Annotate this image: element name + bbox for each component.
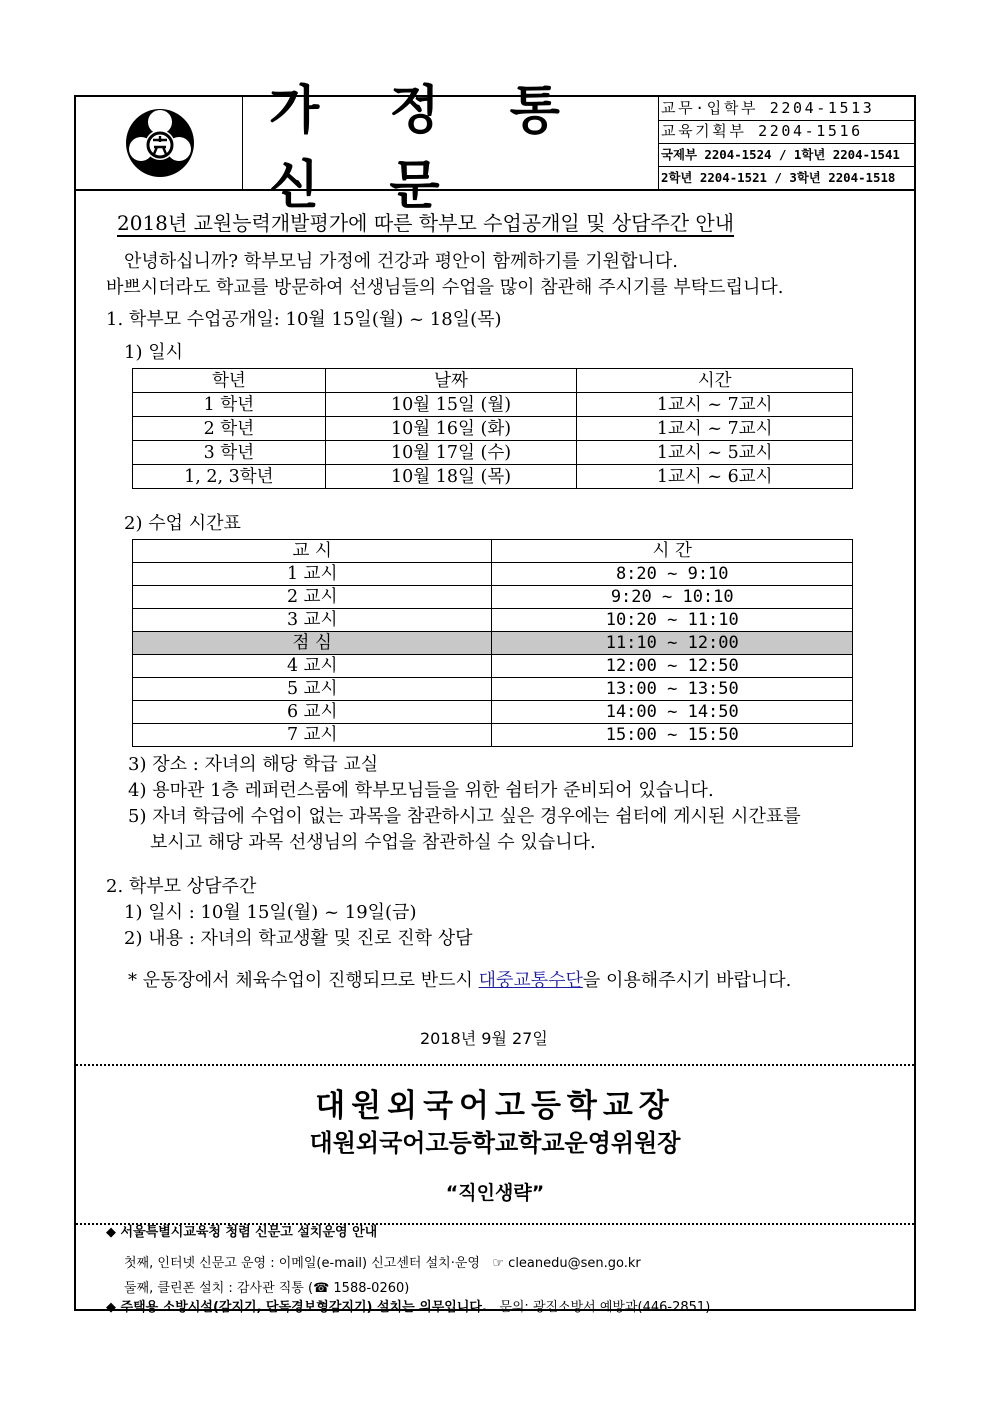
section-1-item-3: 3) 장소 : 자녀의 해당 학급 교실: [128, 754, 379, 775]
timetable-cell: 14:00 ~ 14:50: [492, 701, 853, 724]
schedule-header-grade: 학년: [133, 369, 326, 393]
table-row: [133, 465, 853, 489]
footer-notice-2: ◆ 주택용 소방시설(감지기, 단독경보형감지기) 설치는 의무입니다. 문의: 광진소방서 예방과(446-2851): [106, 1300, 711, 1315]
timetable-cell: 5 교시: [133, 678, 492, 701]
divider-dotted: [76, 1064, 914, 1066]
document-frame: [74, 81, 916, 1315]
footer-line-2: 둘째, 클린폰 설치 : 감사관 직통 (☎ 1588-0260): [124, 1281, 410, 1296]
table-row: [133, 609, 853, 632]
document-title: 가 정 통 신 문: [269, 81, 586, 216]
footer-line-1-text: 첫째, 인터넷 신문고 운영 : 이메일(e-mail) 신고센터 설치·운영: [124, 1256, 480, 1271]
timetable-cell: 15:00 ~ 15:50: [492, 724, 853, 747]
timetable: [132, 539, 853, 747]
notice-heading: 2018년 교원능력개발평가에 따른 학부모 수업공개일 및 상담주간 안내: [117, 211, 735, 235]
table-row: [133, 417, 853, 441]
section-2-item-2: 2) 내용 : 자녀의 학교생활 및 진로 진학 상담: [124, 928, 473, 949]
section-1-sub-1: 1) 일시: [124, 342, 183, 363]
schedule-cell: 2 학년: [133, 417, 326, 441]
section-1-item-4: 4) 용마관 1층 레퍼런스룸에 학부모님들을 위한 쉼터가 준비되어 있습니다.: [128, 780, 714, 801]
timetable-cell: 8:20 ~ 9:10: [492, 563, 853, 586]
timetable-cell: 4 교시: [133, 655, 492, 678]
schedule-cell: 10월 15일 (월): [325, 393, 577, 417]
transport-note-before: * 운동장에서 체육수업이 진행되므로 반드시: [128, 970, 479, 991]
timetable-cell: 6 교시: [133, 701, 492, 724]
footer-line-1: [124, 1252, 641, 1271]
title-cell: [243, 81, 659, 216]
principal-name: 대원외국어고등학교장: [315, 1088, 675, 1124]
transport-note-after: 을 이용해주시기 바랍니다.: [582, 970, 792, 991]
contact-line-4: 2학년 2204-1521 / 3학년 2204-1518: [661, 170, 896, 185]
schedule-header-date: 날짜: [325, 369, 577, 393]
table-row: [133, 724, 853, 747]
section-1-sub-2: 2) 수업 시간표: [124, 513, 241, 534]
section-1-item-5b: 보시고 해당 과목 선생님의 수업을 참관하실 수 있습니다.: [150, 832, 596, 853]
timetable-cell: 9:20 ~ 10:10: [492, 586, 853, 609]
school-logo-cell: [76, 97, 243, 189]
schedule-cell: 10월 18일 (목): [325, 465, 577, 489]
schedule-cell: 1교시 ~ 5교시: [577, 441, 853, 465]
schedule-cell: 1 학년: [133, 393, 326, 417]
issue-date: 2018년 9월 27일: [420, 1029, 548, 1048]
seal-omitted: “직인생략”: [445, 1182, 545, 1204]
schedule-cell: 10월 17일 (수): [325, 441, 577, 465]
footer-email: ☞ cleanedu@sen.go.kr: [492, 1256, 641, 1271]
timetable-cell: 점 심: [133, 632, 492, 655]
schedule-cell: 1, 2, 3학년: [133, 465, 326, 489]
schedule-cell: 1교시 ~ 6교시: [577, 465, 853, 489]
schedule-cell: 1교시 ~ 7교시: [577, 417, 853, 441]
table-row: [133, 701, 853, 724]
timetable-cell: 12:00 ~ 12:50: [492, 655, 853, 678]
fire-station-contact: 문의: 광진소방서 예방과(446-2851): [499, 1300, 711, 1315]
schedule-cell: 10월 16일 (화): [325, 417, 577, 441]
schedule-header-time: 시간: [577, 369, 853, 393]
greeting-line-1: 안녕하십니까? 학부모님 가정에 건강과 평안이 함께하기를 기원합니다.: [124, 251, 678, 272]
timetable-header-row: [133, 540, 853, 563]
table-row: [133, 586, 853, 609]
public-transport-link[interactable]: 대중교통수단: [478, 970, 583, 991]
timetable-cell: 3 교시: [133, 609, 492, 632]
committee-name: 대원외국어고등학교학교운영위원장: [309, 1129, 681, 1157]
section-1-title: 1. 학부모 수업공개일: 10월 15일(월) ~ 18일(목): [106, 309, 502, 330]
transport-note: [128, 966, 791, 992]
schedule-table: [132, 368, 853, 489]
table-row: [133, 655, 853, 678]
section-2-title: 2. 학부모 상담주간: [106, 876, 257, 897]
timetable-cell: 1 교시: [133, 563, 492, 586]
schedule-cell: 3 학년: [133, 441, 326, 465]
timetable-cell: 11:10 ~ 12:00: [492, 632, 853, 655]
table-row: [133, 563, 853, 586]
table-row: [133, 678, 853, 701]
table-row-lunch: [133, 632, 853, 655]
timetable-cell: 2 교시: [133, 586, 492, 609]
contact-info: [659, 97, 914, 189]
header: [76, 81, 914, 216]
school-emblem-icon: [120, 103, 200, 183]
greeting-line-2: 바쁘시더라도 학교를 방문하여 선생님들의 수업을 많이 참관해 주시기를 부탁드립니다.: [106, 277, 784, 298]
section-1-item-5a: 5) 자녀 학급에 수업이 없는 과목을 참관하시고 싶은 경우에는 쉼터에 게시된 시간표를: [128, 806, 801, 827]
table-row: [133, 441, 853, 465]
timetable-cell: 13:00 ~ 13:50: [492, 678, 853, 701]
schedule-cell: 1교시 ~ 7교시: [577, 393, 853, 417]
contact-line-2: 교육기획부 2204-1516: [661, 122, 863, 140]
schedule-header-row: [133, 369, 853, 393]
timetable-cell: 7 교시: [133, 724, 492, 747]
contact-line-3: 국제부 2204-1524 / 1학년 2204-1541: [661, 147, 900, 162]
table-row: [133, 393, 853, 417]
section-2-item-1: 1) 일시 : 10월 15일(월) ~ 19일(금): [124, 902, 417, 923]
footer-notice-1-title: ◆ 서울특별시교육청 청렴 신문고 설치운영 안내: [106, 1225, 378, 1240]
timetable-cell: 10:20 ~ 11:10: [492, 609, 853, 632]
timetable-header-period: 교 시: [133, 540, 492, 563]
contact-line-1: 교무·입학부 2204-1513: [661, 99, 875, 117]
timetable-header-time: 시 간: [492, 540, 853, 563]
